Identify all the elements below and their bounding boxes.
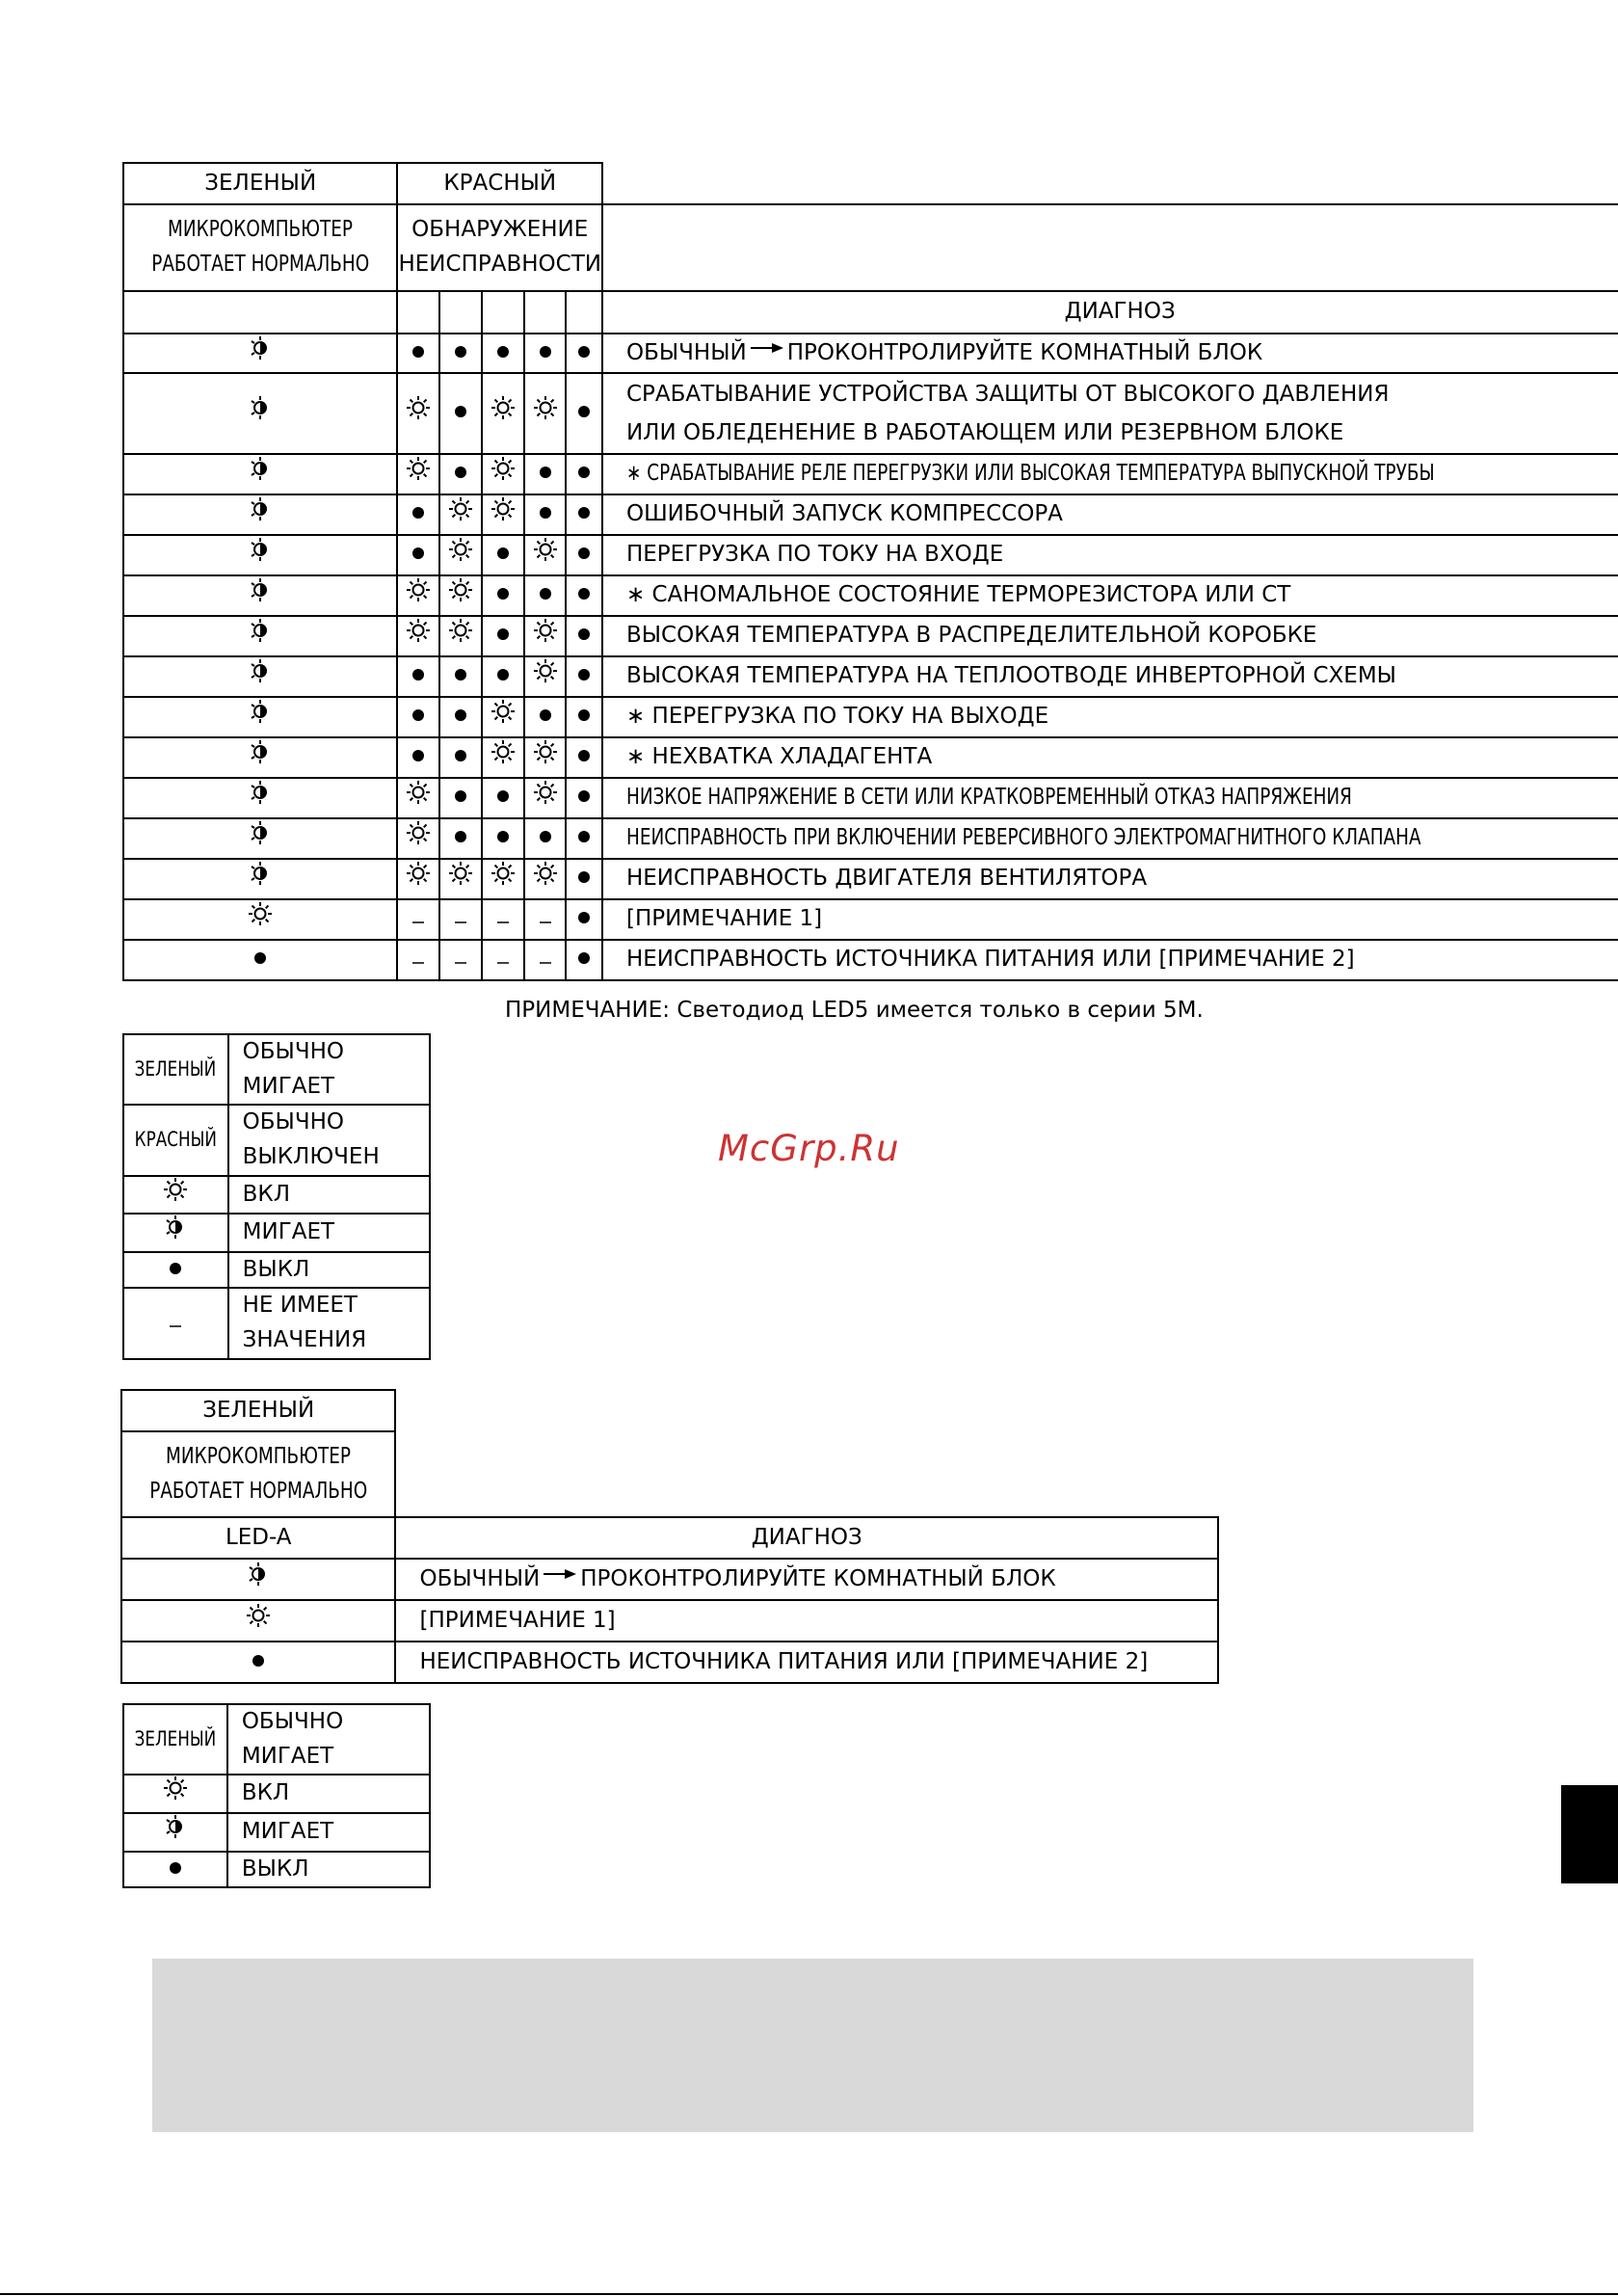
on-icon xyxy=(482,373,524,454)
on-icon xyxy=(482,454,524,494)
diagnosis-cell: НЕИСПРАВНОСТЬ ИСТОЧНИКА ПИТАНИЯ ИЛИ [ПРИМЕЧАНИЕ 2] xyxy=(395,1642,1218,1683)
table-row xyxy=(123,494,1618,535)
off-icon xyxy=(524,494,567,535)
off-icon xyxy=(482,575,524,616)
legend-value: ОБЫЧНО ВЫКЛЮЧЕН xyxy=(228,1105,430,1175)
not-applicable-icon xyxy=(482,940,524,980)
legend-row xyxy=(123,1214,430,1252)
table-row xyxy=(123,940,1618,980)
off-icon xyxy=(439,334,482,373)
blink-icon xyxy=(123,334,397,373)
blink-icon xyxy=(123,1813,227,1852)
off-icon xyxy=(524,818,567,859)
off-icon xyxy=(482,778,524,818)
on-icon xyxy=(397,778,439,818)
off-icon xyxy=(397,535,439,575)
on-icon xyxy=(439,575,482,616)
diagnosis-cell: ВЫСОКАЯ ТЕМПЕРАТУРА НА ТЕПЛООТВОДЕ ИНВЕРТОРНОЙ СХЕМЫ xyxy=(602,656,1618,697)
blink-icon xyxy=(123,535,397,575)
on-icon xyxy=(397,454,439,494)
table-row xyxy=(123,859,1618,899)
off-icon xyxy=(121,1642,395,1683)
legend-table-1 xyxy=(122,1033,431,1360)
diagnosis-cell: ∗ НЕХВАТКА ХЛАДАГЕНТА xyxy=(602,737,1618,778)
off-icon xyxy=(482,535,524,575)
led5-note: ПРИМЕЧАНИЕ: Светодиод LED5 имеется только в серии 5М. xyxy=(505,998,1204,1023)
table-row xyxy=(121,1642,1218,1683)
table-row xyxy=(123,899,1618,940)
off-icon xyxy=(566,899,602,940)
diagnosis-header-2: ДИАГНОЗ xyxy=(395,1517,1218,1559)
legend-value: ВЫКЛ xyxy=(228,1252,430,1289)
blink-icon xyxy=(123,616,397,656)
off-icon xyxy=(566,737,602,778)
on-icon xyxy=(397,575,439,616)
off-icon xyxy=(439,454,482,494)
legend-value: ВКЛ xyxy=(227,1775,430,1813)
off-icon xyxy=(566,575,602,616)
red-header: КРАСНЫЙ xyxy=(397,163,601,204)
off-icon xyxy=(439,778,482,818)
green-header: ЗЕЛЕНЫЙ xyxy=(123,163,397,204)
off-icon xyxy=(566,373,602,454)
off-icon xyxy=(566,454,602,494)
off-icon xyxy=(123,940,397,980)
legend-row xyxy=(123,1775,430,1813)
off-icon xyxy=(524,454,567,494)
off-icon xyxy=(566,940,602,980)
on-icon xyxy=(482,737,524,778)
table-row xyxy=(121,1600,1218,1642)
diagnosis-cell: ВЫСОКАЯ ТЕМПЕРАТУРА В РАСПРЕДЕЛИТЕЛЬНОЙ КОРОБКЕ xyxy=(602,616,1618,656)
table-row xyxy=(123,575,1618,616)
off-icon xyxy=(566,494,602,535)
diagnosis-cell: ОШИБОЧНЫЙ ЗАПУСК КОМПРЕССОРА xyxy=(602,494,1618,535)
not-applicable-icon xyxy=(439,899,482,940)
legend-row xyxy=(123,1034,430,1105)
blink-icon xyxy=(123,494,397,535)
off-icon xyxy=(566,697,602,737)
legend-value: ВЫКЛ xyxy=(227,1852,430,1888)
legend-value: ОБЫЧНО МИГАЕТ xyxy=(228,1034,430,1105)
off-icon xyxy=(524,697,567,737)
diagnosis-header: ДИАГНОЗ xyxy=(602,291,1618,334)
on-icon xyxy=(397,818,439,859)
footer-line xyxy=(0,2293,1618,2295)
diagnosis-cell: ∗ ПЕРЕГРУЗКА ПО ТОКУ НА ВЫХОДЕ xyxy=(602,697,1618,737)
page-edge-tab xyxy=(1561,1785,1618,1883)
not-applicable-icon xyxy=(397,899,439,940)
led-a-header: LED-A xyxy=(121,1517,395,1559)
table-row xyxy=(123,535,1618,575)
off-icon xyxy=(566,859,602,899)
off-icon xyxy=(439,697,482,737)
on-icon xyxy=(121,1600,395,1642)
off-icon xyxy=(439,737,482,778)
on-icon xyxy=(397,859,439,899)
on-icon xyxy=(482,859,524,899)
on-icon xyxy=(123,1775,227,1813)
legend-value: МИГАЕТ xyxy=(228,1214,430,1252)
legend-row xyxy=(123,1288,430,1358)
on-icon xyxy=(524,656,567,697)
legend-key-label: КРАСНЫЙ xyxy=(123,1105,228,1175)
off-icon xyxy=(482,334,524,373)
blink-icon xyxy=(123,575,397,616)
on-icon xyxy=(524,373,567,454)
gray-box xyxy=(152,1959,1473,2132)
legend-row xyxy=(123,1813,430,1852)
on-icon xyxy=(524,535,567,575)
legend-key-label: ЗЕЛЕНЫЙ xyxy=(123,1704,227,1775)
on-icon xyxy=(524,859,567,899)
blink-icon xyxy=(123,818,397,859)
off-icon xyxy=(123,1252,228,1289)
legend-value: МИГАЕТ xyxy=(227,1813,430,1852)
diagnosis-cell: СРАБАТЫВАНИЕ УСТРОЙСТВА ЗАЩИТЫ ОТ ВЫСОКОГО ДАВЛЕНИЯ ИЛИ ОБЛЕДЕНЕНИЕ В РАБОТАЮЩЕМ ИЛИ РЕЗЕРВНОМ БЛОКЕ xyxy=(602,373,1618,454)
table-row xyxy=(123,656,1618,697)
watermark: McGrp.Ru xyxy=(718,1128,900,1169)
off-icon xyxy=(397,656,439,697)
off-icon xyxy=(566,656,602,697)
table-row xyxy=(123,334,1618,373)
legend-value: НЕ ИМЕЕТ ЗНАЧЕНИЯ xyxy=(228,1288,430,1358)
legend-value: ОБЫЧНО МИГАЕТ xyxy=(227,1704,430,1775)
blink-icon xyxy=(123,454,397,494)
off-icon xyxy=(123,1852,227,1888)
diagnosis-cell: ПЕРЕГРУЗКА ПО ТОКУ НА ВХОДЕ xyxy=(602,535,1618,575)
blink-icon xyxy=(123,697,397,737)
table-row xyxy=(123,373,1618,454)
on-icon xyxy=(482,494,524,535)
green-subheader-2: МИКРОКОМПЬЮТЕР РАБОТАЕТ НОРМАЛЬНО xyxy=(121,1431,395,1517)
off-icon xyxy=(482,818,524,859)
off-icon xyxy=(397,697,439,737)
legend-table-2 xyxy=(122,1703,431,1888)
blink-icon xyxy=(121,1559,395,1600)
on-icon xyxy=(439,616,482,656)
green-header-2: ЗЕЛЕНЫЙ xyxy=(121,1390,395,1431)
blink-icon xyxy=(123,1214,228,1252)
green-subheader: МИКРОКОМПЬЮТЕР РАБОТАЕТ НОРМАЛЬНО xyxy=(123,204,397,291)
blink-icon xyxy=(123,778,397,818)
off-icon xyxy=(439,818,482,859)
on-icon xyxy=(439,494,482,535)
legend-value: ВКЛ xyxy=(228,1176,430,1215)
off-icon xyxy=(397,494,439,535)
off-icon xyxy=(482,656,524,697)
table-row xyxy=(123,697,1618,737)
diagnosis-cell: ОБЫЧНЫЙ ПРОКОНТРОЛИРУЙТЕ КОМНАТНЫЙ БЛОК xyxy=(602,334,1618,373)
off-icon xyxy=(566,334,602,373)
not-applicable-icon xyxy=(482,899,524,940)
table-row xyxy=(121,1559,1218,1600)
legend-row xyxy=(123,1252,430,1289)
not-applicable-icon xyxy=(123,1288,228,1358)
off-icon xyxy=(524,575,567,616)
diagnosis-cell: НЕИСПРАВНОСТЬ ПРИ ВКЛЮЧЕНИИ РЕВЕРСИВНОГО ЭЛЕКТРОМАГНИТНОГО КЛАПАНА xyxy=(602,818,1618,859)
off-icon xyxy=(439,373,482,454)
on-icon xyxy=(524,778,567,818)
red-subheader: ОБНАРУЖЕНИЕ НЕИСПРАВНОСТИ xyxy=(397,204,601,291)
not-applicable-icon xyxy=(439,940,482,980)
led-a-diagnosis-table xyxy=(120,1389,1219,1684)
on-icon xyxy=(524,616,567,656)
blink-icon xyxy=(123,737,397,778)
table-row xyxy=(123,778,1618,818)
on-icon xyxy=(524,737,567,778)
off-icon xyxy=(566,616,602,656)
on-icon xyxy=(482,697,524,737)
diagnosis-cell: ∗ САНОМАЛЬНОЕ СОСТОЯНИЕ ТЕРМОРЕЗИСТОРА ИЛИ СТ xyxy=(602,575,1618,616)
off-icon xyxy=(397,334,439,373)
legend-key-label: ЗЕЛЕНЫЙ xyxy=(123,1034,228,1105)
diagnosis-cell: НЕИСПРАВНОСТЬ ДВИГАТЕЛЯ ВЕНТИЛЯТОРА xyxy=(602,859,1618,899)
on-icon xyxy=(397,616,439,656)
off-icon xyxy=(439,656,482,697)
not-applicable-icon xyxy=(524,899,567,940)
off-icon xyxy=(482,616,524,656)
blink-icon xyxy=(123,373,397,454)
diagnosis-cell: НЕИСПРАВНОСТЬ ИСТОЧНИКА ПИТАНИЯ ИЛИ [ПРИМЕЧАНИЕ 2] xyxy=(602,940,1618,980)
table-row xyxy=(123,454,1618,494)
on-icon xyxy=(439,859,482,899)
legend-row xyxy=(123,1704,430,1775)
blink-icon xyxy=(123,656,397,697)
legend-row xyxy=(123,1852,430,1888)
table-row xyxy=(123,818,1618,859)
diagnosis-cell: ОБЫЧНЫЙ ПРОКОНТРОЛИРУЙТЕ КОМНАТНЫЙ БЛОК xyxy=(395,1559,1218,1600)
diagnosis-cell: [ПРИМЕЧАНИЕ 1] xyxy=(602,899,1618,940)
on-icon xyxy=(123,1176,228,1215)
off-icon xyxy=(524,334,567,373)
on-icon xyxy=(123,899,397,940)
off-icon xyxy=(566,535,602,575)
diagnosis-cell: НИЗКОЕ НАПРЯЖЕНИЕ В СЕТИ ИЛИ КРАТКОВРЕМЕННЫЙ ОТКАЗ НАПРЯЖЕНИЯ xyxy=(602,778,1618,818)
legend-row xyxy=(123,1176,430,1215)
diagnosis-cell: ∗ СРАБАТЫВАНИЕ РЕЛЕ ПЕРЕГРУЗКИ ИЛИ ВЫСОКАЯ ТЕМПЕРАТУРА ВЫПУСКНОЙ ТРУБЫ xyxy=(602,454,1618,494)
diagnosis-cell: [ПРИМЕЧАНИЕ 1] xyxy=(395,1600,1218,1642)
off-icon xyxy=(566,778,602,818)
off-icon xyxy=(397,737,439,778)
not-applicable-icon xyxy=(397,940,439,980)
table-row xyxy=(123,616,1618,656)
on-icon xyxy=(397,373,439,454)
blink-icon xyxy=(123,859,397,899)
legend-row xyxy=(123,1105,430,1175)
not-applicable-icon xyxy=(524,940,567,980)
led-diagnosis-table xyxy=(122,162,1618,981)
on-icon xyxy=(439,535,482,575)
table-row xyxy=(123,737,1618,778)
off-icon xyxy=(566,818,602,859)
